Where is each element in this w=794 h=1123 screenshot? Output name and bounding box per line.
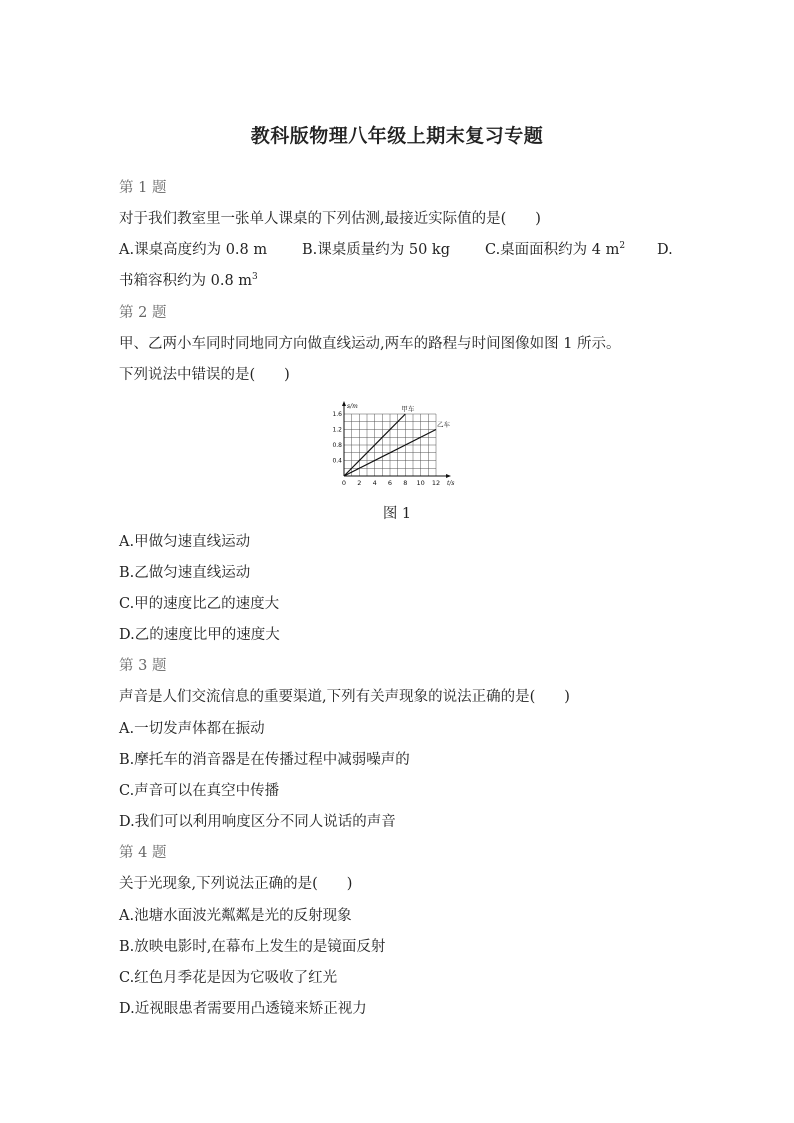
q1-option-d-text: 书箱容积约为 0.8 m <box>119 273 253 289</box>
q2-option-c: C.甲的速度比乙的速度大 <box>119 596 280 612</box>
y-tick-label: 0.8 <box>332 442 342 449</box>
x-tick-label: 8 <box>403 479 408 487</box>
q1-stem: 对于我们教室里一张单人课桌的下列估测,最接近实际值的是( ) <box>119 211 541 227</box>
q2-option-a: A.甲做匀速直线运动 <box>119 534 251 550</box>
x-tick-label: 2 <box>357 479 362 487</box>
q2-option-d: D.乙的速度比甲的速度大 <box>119 627 280 643</box>
q1-option-d <box>119 271 258 291</box>
q1-option-c <box>485 240 625 260</box>
q3-heading: 第 3 题 <box>119 658 167 674</box>
q4-option-d: D.近视眼患者需要用凸透镜来矫正视力 <box>119 1001 367 1017</box>
q3-option-c: C.声音可以在真空中传播 <box>119 783 280 799</box>
x-tick-label: 0 <box>341 479 347 487</box>
q1-option-d-sup: 3 <box>252 272 258 283</box>
q2-stem-line1: 甲、乙两小车同时同地同方向做直线运动,两车的路程与时间图像如图 1 所示。 <box>119 336 621 352</box>
q4-option-b: B.放映电影时,在幕布上发生的是镜面反射 <box>119 939 386 955</box>
y-tick-label: 0.4 <box>332 457 342 465</box>
q1-option-c-text: C.桌面面积约为 4 m <box>485 242 620 258</box>
x-tick-label: 6 <box>387 479 393 487</box>
y-tick-label: 1.6 <box>332 411 342 418</box>
q2-option-b: B.乙做匀速直线运动 <box>119 565 251 581</box>
x-tick-label: 10 <box>416 479 425 487</box>
x-tick-label: 4 <box>372 479 377 487</box>
s-t-chart <box>330 400 460 492</box>
y-axis-arrow <box>342 401 346 406</box>
q2-stem-line2: 下列说法中错误的是( ) <box>119 367 290 383</box>
x-axis-arrow <box>446 474 451 478</box>
q4-option-a: A.池塘水面波光粼粼是光的反射现象 <box>119 908 352 924</box>
q1-option-c-sup: 2 <box>619 241 626 252</box>
q4-stem: 关于光现象,下列说法正确的是( ) <box>119 876 353 892</box>
q3-option-d: D.我们可以利用响度区分不同人说话的声音 <box>119 814 396 830</box>
x-axis-label: t/s <box>447 480 455 487</box>
q1-option-b: B.课桌质量约为 50 kg <box>302 242 451 258</box>
q3-option-a: A.一切发声体都在振动 <box>119 721 265 737</box>
q3-option-b: B.摩托车的消音器是在传播过程中减弱噪声的 <box>119 752 410 768</box>
q1-option-a: A.课桌高度约为 0.8 m <box>119 242 268 258</box>
q2-heading: 第 2 题 <box>119 305 167 321</box>
page-title: 教科版物理八年级上期末复习专题 <box>250 125 544 147</box>
series-label-yi: 乙车 <box>437 420 450 429</box>
figure-caption: 图 1 <box>382 506 412 522</box>
q1-option-d-label: D. <box>657 242 673 258</box>
x-tick-label: 12 <box>431 479 441 487</box>
q4-option-c: C.红色月季花是因为它吸收了红光 <box>119 970 338 986</box>
q4-heading: 第 4 题 <box>119 845 167 861</box>
y-axis-label: s/m <box>347 403 358 410</box>
q3-stem: 声音是人们交流信息的重要渠道,下列有关声现象的说法正确的是( ) <box>119 689 570 705</box>
q1-heading: 第 1 题 <box>119 180 167 196</box>
y-tick-label: 1.2 <box>332 426 342 434</box>
series-label-jia: 甲车 <box>401 405 415 413</box>
